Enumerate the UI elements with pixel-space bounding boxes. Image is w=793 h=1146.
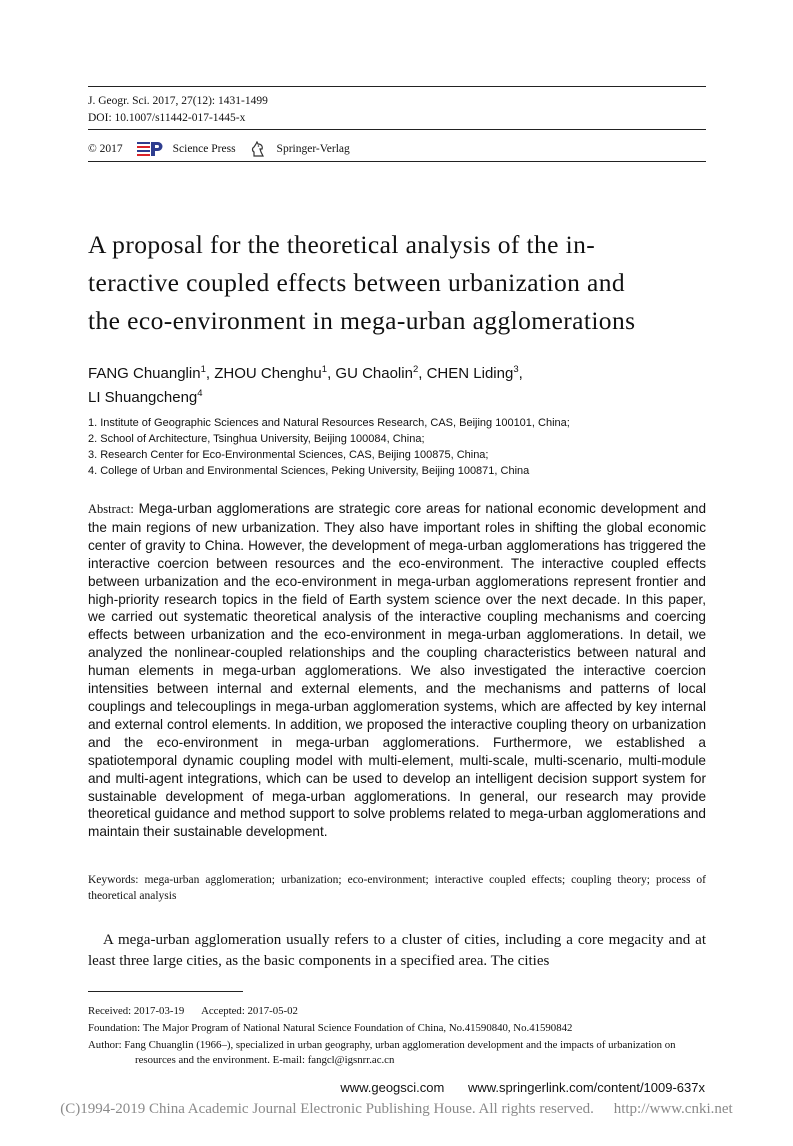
author-name: CHEN Liding	[426, 365, 514, 382]
author-note: Author: Fang Chuanglin (1966–), specialized in urban geography, urban agglomeration development and the impacts of urbanization on resources and the environment. E-mail: fangcl@igsnrr.ac.cn	[88, 1039, 676, 1066]
header-bottom-rule	[88, 161, 706, 162]
site-link-geogsci[interactable]: www.geogsci.com	[340, 1080, 445, 1095]
title-line-3: the eco-environment in mega-urban agglomerations	[88, 306, 636, 335]
author-name: FANG Chuanglin	[88, 365, 201, 382]
foundation-note: Foundation: The Major Program of National Natural Science Foundation of China, No.41590840, No.41590842	[88, 1022, 573, 1034]
affiliation-item: 1. Institute of Geographic Sciences and Natural Resources Research, CAS, Beijing 100101, China;	[88, 417, 570, 429]
journal-citation: J. Geogr. Sci. 2017, 27(12): 1431-1499	[88, 95, 268, 107]
author-affil-mark: 4	[197, 388, 203, 399]
affiliation-item: 2. School of Architecture, Tsinghua University, Beijing 100084, China;	[88, 433, 425, 445]
author-name: LI Shuangcheng	[88, 389, 198, 406]
affiliation-item: 3. Research Center for Eco-Environmental Sciences, CAS, Beijing 100875, China;	[88, 449, 489, 461]
abstract-label: Abstract:	[88, 502, 134, 516]
footer-urls	[340, 1080, 705, 1095]
accepted-date: Accepted: 2017-05-02	[201, 1005, 298, 1017]
author-name: ZHOU Chenghu	[214, 365, 322, 382]
header-top-rule	[88, 86, 706, 87]
copyright-year: © 2017	[88, 143, 123, 155]
footnote-rule	[88, 991, 243, 992]
affiliation-item: 4. College of Urban and Environmental Sciences, Peking University, Beijing 100871, China	[88, 465, 530, 477]
title-line-2: teractive coupled effects between urbanization and	[88, 268, 626, 297]
received-accepted-note	[88, 1004, 706, 1019]
author-affil-mark: 1	[200, 364, 206, 375]
keywords-label: Keywords:	[88, 874, 139, 886]
author-list: FANG Chuanglin$^1$, ZHOU Chenghu$^1$, GU Chaolin$^2$, CHEN Liding$^3$, LI Shuangcheng$^4$	[88, 364, 523, 406]
science-press-logo-icon	[137, 141, 163, 157]
abstract-text: Mega-urban agglomerations are strategic core areas for national economic development and the main regions of new urbanization. They also have important roles in shifting the global economic center of gravity to China. However, the development of mega-urban agglomerations has triggered the interactive coercion between resources and the eco-environment. The interactive coupled effects between urbanization and the eco-environment in mega-urban agglomerations represent frontier and high-priority research topics in the field of Earth system science over the next decade. In this paper, we carried out systematic theoretical analysis of the interactive coupling mechanisms and coercing effects between urbanization and the eco-environment in mega-urban agglomerations. In detail, we analyzed the nonlinear-coupled relationships and the coupling characteristics between natural and human elements in mega-urban agglomerations. We also investigated the interactive coercion intensities between internal and external elements, and the mechanisms and patterns of local couplings and telecouplings in mega-urban agglomeration systems, which are affected by key internal and external control elements. In addition, we proposed the interactive coupling theory on urbanization and the eco-environment in mega-urban agglomerations. Furthermore, we established a spatiotemporal dynamic coupling model with multi-element, multi-scale, multi-scenario, multi-module and multi-agent integrations, which can be used to develop an intelligent decision support system for sustainable development of mega-urban agglomerations. In general, our research may provide theoretical guidance and method support to solve problems related to mega-urban agglomerations and maintain their sustainable development.	[88, 501, 707, 840]
keywords-text: mega-urban agglomeration; urbanization; eco-environment; interactive coupled effects; coupling theory; process of theoretical analysis	[88, 874, 707, 902]
received-date: Received: 2017-03-19	[88, 1005, 185, 1017]
title-line-1: A proposal for the theoretical analysis of the in-	[88, 230, 596, 259]
author-affil-mark: 1	[321, 364, 328, 375]
author-affil-mark: 2	[412, 364, 419, 375]
intro-paragraph: A mega-urban agglomeration usually refers to a cluster of cities, including a core megacity and at least three large cities, as the basic components in a specified area. The cities	[88, 932, 706, 969]
affiliation-list	[88, 415, 570, 479]
site-link-springerlink[interactable]: www.springerlink.com/content/1009-637x	[467, 1080, 705, 1095]
journal-doi: DOI: 10.1007/s11442-017-1445-x	[88, 112, 246, 124]
cnki-notice: (C)1994-2019 China Academic Journal Electronic Publishing House. All rights reserved.	[60, 1101, 594, 1117]
cnki-watermark	[0, 1101, 793, 1118]
publisher-springer: Springer-Verlag	[276, 143, 350, 155]
abstract	[88, 500, 706, 841]
cnki-link[interactable]: http://www.cnki.net	[613, 1101, 733, 1117]
author-affil-mark: 3	[513, 364, 519, 375]
paper-title	[88, 226, 708, 340]
author-name: GU Chaolin	[335, 365, 413, 382]
header-middle-rule	[88, 129, 706, 130]
springer-knight-logo-icon	[250, 141, 266, 157]
keywords	[88, 872, 706, 904]
publisher-science-press: Science Press	[172, 143, 236, 155]
publisher-line	[88, 141, 350, 157]
